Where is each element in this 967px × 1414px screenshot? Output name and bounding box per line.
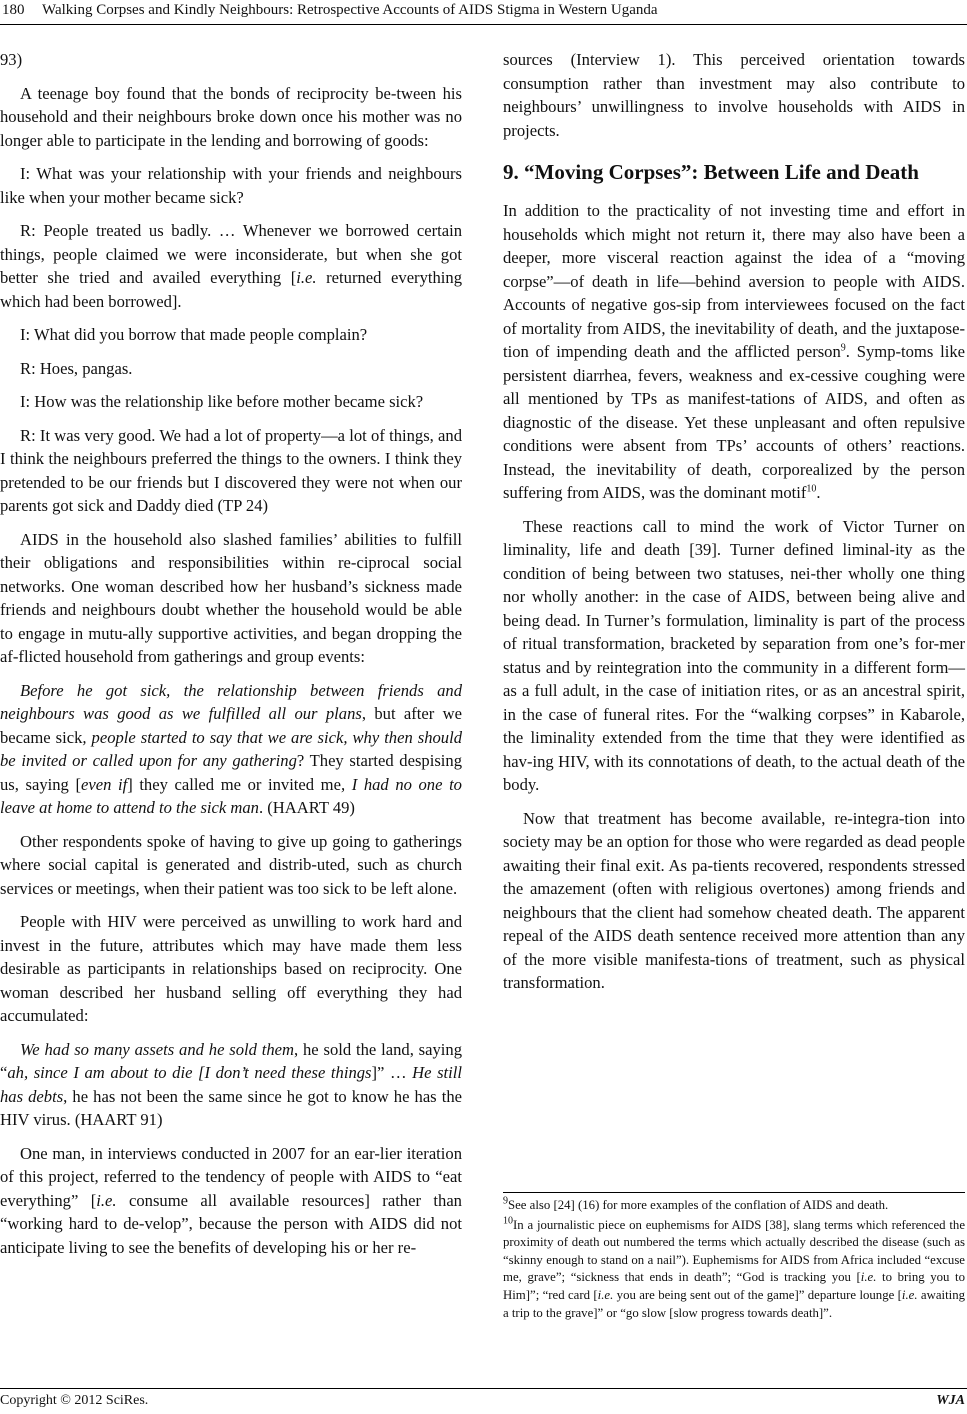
block-quote: We had so many assets and he sold them, he sold the land, saying “ah, since I am about to die [I don’t need these things]” … He still has debts, he has not been the same since he got to know he has the HIV virus. (HAART 91) [0, 1039, 462, 1129]
page-number: 180 [2, 2, 25, 18]
interview-line: I: How was the relationship like before mother became sick? [20, 392, 424, 411]
footnote-divider [503, 1192, 965, 1193]
footnote-ref[interactable]: 10 [806, 483, 817, 495]
interview-line: R: Hoes, pangas. [20, 358, 133, 378]
paragraph: sources (Interview 1). This perceived orientation towards consumption rather than investment may also contribute to neighbours’ unwillingness to involve households with AIDS in projects. [503, 50, 965, 140]
paragraph: Now that treatment has become available, re-integra-tion into society may be an option for those who were regarded as dead people awaiting their final exit. As pa-tients recovered, respondents stressed the amazement (often with religious overtones) among friends and neighbours that the client had somehow cheated death. The apparent repeal of the AIDS death sentence received more attention than any of the more visible manifesta-tions of treatment, such as physical transformation. [503, 808, 965, 992]
footnote-ref[interactable]: 9 [840, 342, 846, 354]
footnote: $^9$See also [24] (16) for more examples of the conflation of AIDS and death. [503, 1195, 889, 1212]
copyright: Copyright © 2012 SciRes. [0, 1393, 149, 1408]
running-title: Walking Corpses and Kindly Neighbours: Retrospective Accounts of AIDS Stigma in Western Uganda [42, 2, 658, 18]
paragraph: In addition to the practicality of not investing time and effort in households which might not return it, there may also have been a deeper, more visceral reaction against the idea of a “moving corpse”—of death in life—behind aversion to people with AIDS. Accounts of negative gos-sip from interviewees focused on the fact of mortality from AIDS, the inevitability of death, and the juxtapose-tion of impending death and the afflicted person$^9$. Symp-toms like persistent diarrhea, fevers, weakness and ex-cessive coughing were all mentioned by TPs as manifest-tations of AIDS, and often as diagnostic of the disease. Yet these unpleasant and often repulsive conditions were absent from TPs’ accounts of others’ reactions. Instead, the inevitability of death, corporealized by the person suffering from AIDS, was the dominant motif$^{10}$. [503, 201, 965, 502]
journal-abbrev: WJA [936, 1393, 965, 1408]
footnotes [503, 1197, 965, 1324]
header-divider [0, 24, 967, 25]
paragraph: One man, in interviews conducted in 2007 for an ear-lier iteration of this project, referred to the tendency of people with AIDS to “eat everything” [i.e. consume all available resources] rather than “working hard to de-velop”, because the person with AIDS did not anticipate living to see the benefits of developing his or her re- [0, 1143, 462, 1257]
block-quote: Before he got sick, the relationship between friends and neighbours was good as we fulfilled all our plans, but after we became sick, people started to say that we are sick, why then should be invited or called upon for any gathering? They started despising us, saying [even if] they called me or invited me, I had no one to leave at home to attend to the sick man. (HAART 49) [0, 680, 463, 817]
paragraph: AIDS in the household also slashed families’ abilities to fulfill their obligations and responsibilities within re-ciprocal social networks. One woman described how her husband’s sickness made friends and neighbours doubt whether the household would be able to engage in mutu-ally supportive activities, and began dropping the af-flicted household from gatherings and group events: [0, 529, 462, 666]
section-heading: 9. “Moving Corpses”: Between Life and Death [503, 160, 919, 184]
interview-line: R: People treated us badly. … Whenever we borrowed certain things, people claimed we were inconsiderate, but when she got better she tried and availed everything [i.e. returned everything which had been borrowed]. [0, 221, 462, 311]
paragraph: 93) [0, 50, 23, 69]
paragraph: A teenage boy found that the bonds of reciprocity be-tween his household and their neighbours broke down once his mother was no longer able to participate in the lending and borrowing of goods: [0, 83, 462, 150]
footer-divider [0, 1388, 967, 1389]
interview-line: I: What was your relationship with your friends and neighbours like when your mother became sick? [0, 164, 462, 207]
paragraph: People with HIV were perceived as unwilling to work hard and invest in the future, attributes which may have made them less desirable as participants in relationships based on reciprocity. One woman described her husband selling off everything they had accumulated: [0, 912, 462, 1025]
footnote: $^{10}$In a journalistic piece on euphemisms for AIDS [38], slang terms which referenced the proximity of death out numbered the terms which actually described the disease (such as “skinny enough to stand on a nail”). Euphemisms for AIDS from Africa included “excuse me, grave”; “sickness that ends in death”; “God is tracking you [i.e. to bring you to Him]”; “red card [i.e. you are being sent out of the game]” departure lounge [i.e. awaiting a trip to the grave]” or “go slow [slow progress towards death]”. [503, 1215, 965, 1320]
paragraph: Other respondents spoke of having to give up going to gatherings where social capital is generated and distrib-uted, such as church services or meetings, when their patient was too sick to be left alone. [0, 831, 462, 898]
page-header [0, 0, 967, 28]
interview-line: R: It was very good. We had a lot of property—a lot of things, and I think the neighbours preferred the things to the owners. I think they pretended to be our friends but I discovered they were not when our parents got sick and Daddy died (TP 24) [0, 425, 462, 515]
paragraph: These reactions call to mind the work of Victor Turner on liminality, life and death [39]. Turner defined liminal-ity as the condition of being between two statuses, nei-ther wholly one thing nor wholly another: in the case of AIDS, between being alive and being dead. In Turner’s formulation, liminality is part of the process of ritual transformation, bracketed by separation from one’s for-mer status and by reintegration into the community in a different form—as a full adult, in the case of initiation rites, or as an ancestral spirit, in the case of funeral rites. For the “walking corpses” in Kabarole, the liminality extended from the time that they were identified as hav-ing HIV, with its connotations of death, to the actual death of the body. [503, 516, 965, 794]
interview-line: I: What did you borrow that made people complain? [20, 325, 368, 344]
right-column [503, 48, 965, 1005]
left-column [0, 48, 462, 1269]
